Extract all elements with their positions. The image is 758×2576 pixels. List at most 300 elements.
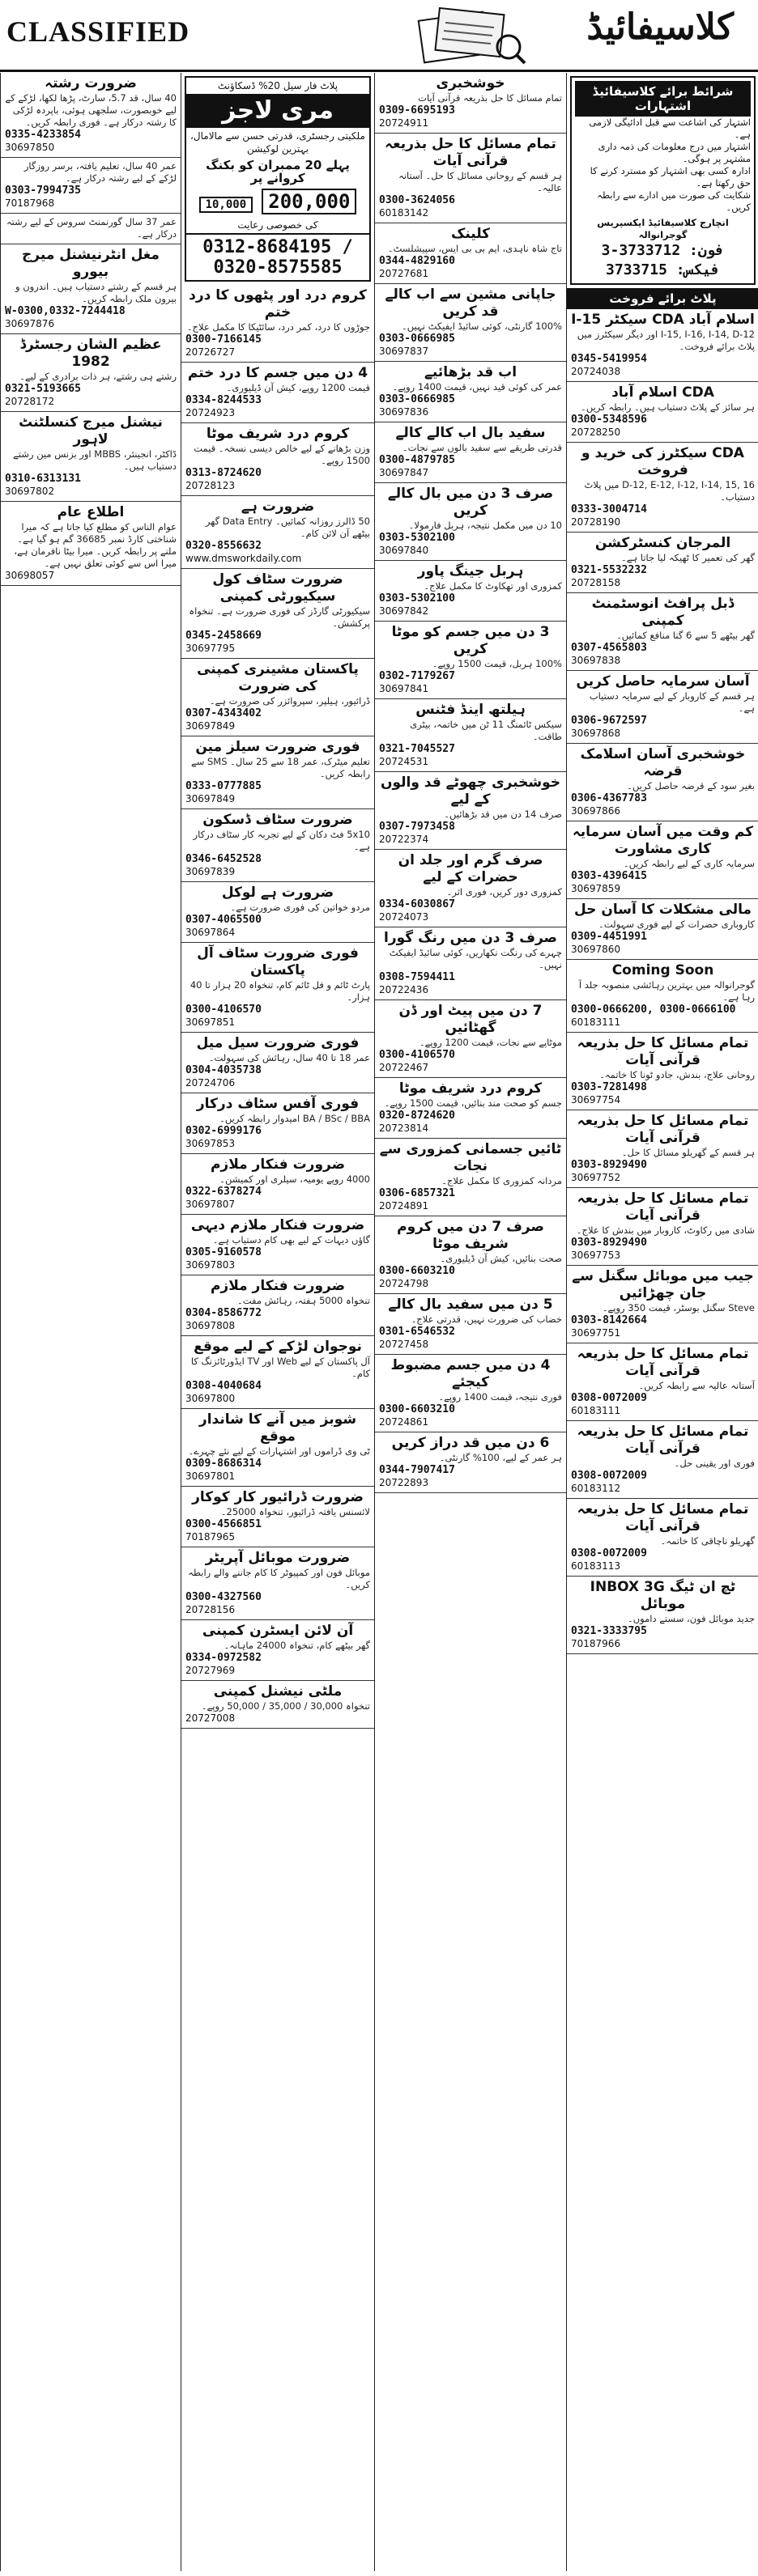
ad-heading: کروم درد شریف موٹا bbox=[398, 1080, 543, 1097]
ad-heading: ضرورت موبائل آپریٹر bbox=[205, 1550, 351, 1566]
classified-ad bbox=[181, 423, 374, 496]
terms-item: شکایت کی صورت میں ادارے سے رابطہ کریں۔ bbox=[597, 189, 751, 213]
ad-body: گھر بیٹھے 5 سے 6 گنا منافع کمائیں۔ bbox=[616, 630, 755, 641]
classified-ad bbox=[375, 362, 566, 422]
ad-heading: مالی مشکلات کا آسان حل bbox=[574, 902, 752, 918]
ad-phone: 0345-2458669 bbox=[185, 630, 262, 642]
ad-body: ہر قسم کے گھریلو مسائل کا حل۔ bbox=[621, 1147, 755, 1158]
classified-ad bbox=[567, 1577, 758, 1654]
ad-body: بغیر سود کے قرضہ حاصل کریں۔ bbox=[627, 780, 755, 791]
ad-code: 30697859 bbox=[571, 883, 621, 894]
ad-body: آستانہ عالیہ سے رابطہ کریں۔ bbox=[638, 1380, 755, 1391]
column-property bbox=[566, 73, 758, 2571]
classified-ad bbox=[181, 659, 374, 736]
ad-heading: جیب میں موبائل سگنل سے جان چھڑائیں bbox=[572, 1268, 754, 1301]
murree-line1: ملکیتی رجسٹری، قدرتی حسن سے مالامال، بہترین لوکیشن bbox=[190, 130, 365, 155]
ad-phone: 0334-8244533 bbox=[185, 394, 262, 406]
ad-body: گوجرانوالہ میں بہترین رہائشی منصوبہ جلد آ رہا ہے۔ bbox=[578, 979, 755, 1003]
classified-ad bbox=[375, 1078, 566, 1139]
ad-phone: 0300-4106570 bbox=[379, 1049, 455, 1061]
classified-ad bbox=[567, 382, 758, 443]
ad-code: 30697841 bbox=[379, 683, 429, 694]
classified-ad bbox=[1, 73, 181, 158]
ad-heading: تمام مسائل کا حل بذریعہ قرآنی آیات bbox=[577, 1190, 749, 1224]
masthead-title-en: CLASSIFIED bbox=[6, 15, 190, 48]
ad-heading: تمام مسائل کا حل بذریعہ قرآنی آیات bbox=[577, 1424, 749, 1457]
ad-phone: 0307-4343402 bbox=[185, 707, 262, 719]
ad-body: تنخواہ 5000 ہفتہ، رہائش مفت۔ bbox=[236, 1295, 370, 1306]
murree-lodges-ad bbox=[185, 76, 371, 282]
ad-heading: ضرورت فنکار ملازم bbox=[210, 1156, 346, 1173]
ad-phone: 0306-4367783 bbox=[571, 792, 647, 804]
ad-body: سیکیورٹی گارڈز کی فوری ضرورت ہے۔ تنخواہ پرکشش۔ bbox=[189, 605, 370, 629]
ad-code: 30697807 bbox=[185, 1199, 236, 1210]
ad-code: 30697849 bbox=[185, 793, 236, 804]
ad-body: ہر قسم کے روحانی مسائل کا حل۔ آستانہ عالیہ۔ bbox=[398, 170, 562, 193]
classified-ad bbox=[181, 1275, 374, 1336]
classified-ad bbox=[181, 285, 374, 363]
classified-ad bbox=[375, 1000, 566, 1078]
murree-price-tag: 10,000 bbox=[199, 197, 253, 213]
classified-ad bbox=[181, 1336, 374, 1409]
ad-code: 20724038 bbox=[571, 366, 621, 377]
ad-code: 30697876 bbox=[5, 318, 55, 329]
classified-ad bbox=[181, 496, 374, 569]
ad-code: 30697800 bbox=[185, 1393, 236, 1404]
classified-ad bbox=[567, 309, 758, 382]
murree-line2: پہلے 20 ممبران کو بکنگ کروانے پر bbox=[206, 158, 350, 185]
ad-phone: 0300-4327560 bbox=[185, 1591, 262, 1603]
ad-phone: 0308-0072009 bbox=[571, 1547, 647, 1560]
ad-code: 30697851 bbox=[185, 1016, 236, 1028]
ad-heading: 7 دن میں پیٹ اور ڈن گھٹائیں bbox=[398, 1003, 543, 1036]
ad-body: شادی میں رکاوٹ، کاروبار میں بندش کا علاج۔ bbox=[576, 1224, 755, 1236]
ad-phone: 0300-5348596 bbox=[571, 414, 647, 426]
classified-ad bbox=[567, 744, 758, 821]
ad-phone: 0300-0666200, 0300-0666100 bbox=[571, 1004, 736, 1016]
ad-body: سرمایہ کاری کے لیے رابطہ کریں۔ bbox=[624, 858, 755, 869]
classified-ad bbox=[375, 699, 566, 772]
ad-code: 30697840 bbox=[379, 545, 429, 556]
ad-phone: 0300-6603210 bbox=[379, 1265, 455, 1277]
ad-code: 30697752 bbox=[571, 1172, 621, 1183]
ad-body: ہر سائز کے پلاٹ دستیاب ہیں۔ رابطہ کریں۔ bbox=[581, 401, 755, 413]
ad-phone: 0309-4451991 bbox=[571, 931, 647, 943]
ad-phone: 0300-4879785 bbox=[379, 454, 455, 466]
ad-code: 20728190 bbox=[571, 516, 621, 528]
murree-price: 200,000 bbox=[262, 189, 356, 214]
classified-ad bbox=[375, 134, 566, 223]
classified-ad bbox=[181, 882, 374, 943]
ad-code: 30697808 bbox=[185, 1320, 236, 1331]
ad-body: 100% گارنٹی، کوئی سائیڈ ایفیکٹ نہیں۔ bbox=[402, 320, 562, 332]
ad-body: عمر 18 تا 40 سال، رہائش کی سہولت۔ bbox=[208, 1052, 370, 1063]
ad-heading: ہیلتھ اینڈ فٹنس bbox=[415, 702, 526, 718]
ad-phone: 0321-3333795 bbox=[571, 1625, 647, 1637]
ad-code: 30697836 bbox=[379, 406, 429, 418]
ad-phone: 0303-5302100 bbox=[379, 592, 455, 605]
ad-heading: نیشنل میرج کنسلٹنٹ لاہور bbox=[19, 414, 163, 448]
ad-heading: سفید بال اب کالے کالے bbox=[395, 425, 546, 441]
classified-ad bbox=[567, 1110, 758, 1188]
ad-phone: 0309-6695193 bbox=[379, 104, 455, 117]
ad-code: 60183113 bbox=[571, 1560, 621, 1572]
classified-ad bbox=[1, 158, 181, 214]
ad-body: قدرتی طریقے سے سفید بالوں سے نجات۔ bbox=[402, 442, 562, 453]
ad-code: 30697838 bbox=[571, 655, 621, 666]
ad-heading: تمام مسائل کا حل بذریعہ قرآنی آیات bbox=[577, 1035, 749, 1068]
ad-phone: 0304-4035738 bbox=[185, 1064, 262, 1076]
ad-heading: فوری ضرورت سٹاف آل پاکستان bbox=[197, 945, 359, 978]
ad-body: جسم کو صحت مند بنائیں، قیمت 1500 روپے۔ bbox=[384, 1097, 562, 1109]
classified-ad bbox=[375, 483, 566, 561]
ad-phone: 0310-6313131 bbox=[5, 473, 81, 485]
ad-heading: صرف 3 دن میں رنگ گورا bbox=[384, 930, 557, 946]
ad-code: 30697837 bbox=[379, 346, 429, 357]
classified-ad bbox=[567, 1343, 758, 1421]
ad-phone: 0308-0072009 bbox=[571, 1392, 647, 1404]
ad-heading: ٹائیں جسمانی کمزوری سے نجات bbox=[379, 1141, 562, 1174]
ad-heading: تمام مسائل کا حل بذریعہ قرآنی آیات bbox=[577, 1113, 749, 1146]
ad-code: www.dmsworkdaily.com bbox=[185, 553, 302, 564]
masthead bbox=[0, 0, 758, 72]
ad-heading: صرف گرم اور جلد ان حضرات کے لیے bbox=[398, 852, 543, 885]
classified-ad bbox=[375, 772, 566, 850]
ad-code: 20727681 bbox=[379, 268, 429, 279]
classified-ad bbox=[567, 1499, 758, 1577]
ad-heading: ضرورت فنکار ملازم bbox=[210, 1278, 346, 1294]
ad-body: جدید موبائل فون، سستے داموں۔ bbox=[627, 1613, 755, 1624]
ad-code: 30697842 bbox=[379, 605, 429, 617]
ad-phone: 0303-7281498 bbox=[571, 1081, 647, 1093]
ad-phone: 0303-8929490 bbox=[571, 1159, 647, 1171]
ad-heading: المرجان کنسٹرکشن bbox=[594, 535, 731, 551]
ad-code: 20727458 bbox=[379, 1339, 429, 1350]
classified-ad bbox=[375, 73, 566, 134]
ad-heading: اطلاع عام bbox=[57, 504, 125, 520]
ad-heading: کم وقت میں آسان سرمایہ کاری مشاورت bbox=[572, 824, 754, 857]
ad-heading: ضرورت رشتہ bbox=[45, 75, 137, 91]
ad-heading: جاپانی مشین سے اب کالے قد کریں bbox=[385, 286, 556, 320]
ad-body: روحانی علاج، بندش، جادو ٹونا کا خاتمہ۔ bbox=[599, 1069, 755, 1080]
ad-body: عوام الناس کو مطلع کیا جاتا ہے کہ میرا شناختی کارڈ نمبر 36685 گم ہو گیا ہے۔ ملنے پر رابطہ کریں۔ میرا بیٹا نافرمان ہے، میرا اس سے کوئی تعلق نہیں ہے۔ bbox=[14, 521, 177, 569]
ad-body: ہر قسم کے رشتے دستیاب ہیں۔ اندرون و بیرون ملک رابطہ کریں۔ bbox=[15, 281, 177, 304]
column-health bbox=[374, 73, 566, 2571]
terms-item: اشتہار کی اشاعت سے قبل ادائیگی لازمی ہے۔ bbox=[589, 117, 751, 140]
ad-heading: خوشخبری bbox=[436, 75, 505, 91]
ad-phone: 0306-9672597 bbox=[571, 715, 647, 727]
ad-code: 20724861 bbox=[379, 1416, 429, 1428]
classified-ad bbox=[181, 809, 374, 882]
ad-phone: 0333-3004714 bbox=[571, 503, 647, 516]
ad-heading: 5 دن میں سفید بال کالے bbox=[388, 1296, 553, 1313]
ad-heading: ضرورت ہے bbox=[241, 499, 315, 515]
ad-body: D-12, E-12, I-12, I-14, 15, 16 میں پلاٹ دستیاب۔ bbox=[584, 479, 755, 503]
ad-heading: ضرورت ہے لوکل bbox=[221, 885, 334, 901]
ad-body: ڈرائیور، ہیلپر، سپروائزر کی ضرورت ہے۔ bbox=[209, 695, 370, 707]
terms-heading: شرائط برائے کلاسیفائیڈ اشتہارات bbox=[575, 81, 751, 117]
classified-ad bbox=[567, 1188, 758, 1266]
murree-line3: کی خصوصی رعایت bbox=[237, 219, 318, 231]
ad-heading: ڈبل پرافٹ انوسٹمنٹ کمپنی bbox=[591, 596, 735, 629]
ad-body: موبائل فون اور کمپیوٹر کا کام جاننے والے رابطہ کریں۔ bbox=[188, 1567, 370, 1590]
ad-phone: 0321-7045527 bbox=[379, 743, 455, 755]
terms-item: اشتہار میں درج معلومات کی ذمہ داری مشتہر پر ہوگی۔ bbox=[598, 141, 751, 164]
ad-body: تمام مسائل کا حل بذریعہ قرآنی آیات bbox=[418, 92, 562, 104]
ad-heading: صرف 3 دن میں بال کالے کریں bbox=[387, 486, 554, 519]
ad-phone: 0300-4566851 bbox=[185, 1518, 262, 1530]
ad-phone: 0321-5532232 bbox=[571, 564, 647, 576]
ad-phone: 0320-8556632 bbox=[185, 540, 262, 552]
ad-code: 20723814 bbox=[379, 1122, 429, 1134]
ad-body: تنخواہ 30,000 / 35,000 / 50,000 روپے۔ bbox=[201, 1700, 370, 1712]
ad-phone: 0300-4106570 bbox=[185, 1004, 262, 1016]
classified-ad bbox=[567, 960, 758, 1033]
ad-heading: خوشخبری چھوٹے قد والوں کے لیے bbox=[380, 774, 561, 808]
ad-body: رشتے ہی رشتے، ہر ذات برادری کے لیے۔ bbox=[19, 371, 177, 382]
ad-code: 70187968 bbox=[5, 197, 55, 209]
ad-body: گھر کی تعمیر کا ٹھیکہ لیا جاتا ہے۔ bbox=[620, 552, 755, 563]
ad-heading: عظیم الشان رجسٹرڈ 1982 bbox=[19, 337, 162, 370]
ad-heading: ضرورت سٹاف ڈسکون bbox=[202, 812, 353, 828]
ad-code: 20728123 bbox=[185, 480, 236, 491]
ad-body: پارٹ ٹائم و فل ٹائم کام، تنخواہ 20 ہزار تا 40 ہزار۔ bbox=[190, 979, 370, 1003]
ad-body: کمزوری اور تھکاوٹ کا مکمل علاج۔ bbox=[424, 580, 562, 592]
ad-phone: W-0300,0332-7244418 bbox=[5, 305, 126, 317]
ad-heading: شوبز میں آنے کا شاندار موقع bbox=[198, 1411, 357, 1445]
ad-code: 20724798 bbox=[379, 1278, 429, 1289]
ad-code: 30697849 bbox=[185, 720, 236, 732]
ad-heading: ٹچ ان ٹیگ INBOX 3G موبائل bbox=[590, 1579, 736, 1612]
ad-body: قیمت 1200 روپے، کیش آن ڈیلیوری۔ bbox=[226, 382, 370, 393]
ad-heading: تمام مسائل کا حل بذریعہ قرآنی آیات bbox=[577, 1346, 749, 1379]
ad-heading: 3 دن میں جسم کو موٹا کریں bbox=[391, 624, 550, 657]
classified-ad bbox=[1, 214, 181, 244]
ad-code: 20722893 bbox=[379, 1477, 429, 1488]
classified-ad bbox=[181, 1215, 374, 1275]
classified-ad bbox=[181, 363, 374, 423]
terms-item: ادارہ کسی بھی اشتہار کو مسترد کرنے کا حق رکھتا ہے۔ bbox=[590, 165, 751, 189]
ad-phone: 0346-6452528 bbox=[185, 853, 262, 865]
classified-ad bbox=[567, 593, 758, 671]
ad-body: صرف 14 دن میں قد بڑھائیں۔ bbox=[444, 808, 562, 820]
ad-code: 60183142 bbox=[379, 207, 429, 219]
ad-body: I-15, I-16, I-14, D-12 اور دیگر سیکٹرز میں پلاٹ برائے فروخت۔ bbox=[577, 329, 755, 352]
ad-heading: ضرورت سٹاف کول سیکیورٹی کمپنی bbox=[212, 571, 343, 605]
ad-phone: 0303-5302100 bbox=[379, 532, 455, 544]
ad-body: گاؤں دیہات کے لیے بھی کام دستیاب ہے۔ bbox=[212, 1234, 370, 1246]
ad-code: 30697795 bbox=[185, 643, 236, 654]
ad-code: 30697802 bbox=[5, 486, 55, 497]
ad-body: موٹاپے سے نجات، قیمت 1200 روپے۔ bbox=[419, 1037, 562, 1048]
classified-ad bbox=[567, 1421, 758, 1499]
ad-phone: 0303-7994735 bbox=[5, 185, 81, 197]
ad-body: ٹی وی ڈراموں اور اشتہارات کے لیے نئے چہرے۔ bbox=[188, 1445, 370, 1457]
ad-body: 10 دن میں مکمل نتیجہ، ہربل فارمولا۔ bbox=[408, 520, 562, 531]
classified-ad bbox=[375, 1216, 566, 1294]
ad-body: ڈاکٹر، انجینئر، MBBS اور بزنس مین رشتے دستیاب ہیں۔ bbox=[13, 448, 177, 472]
ad-heading: آسان سرمایہ حاصل کریں bbox=[576, 673, 750, 690]
ad-body: فوری نتیجہ، قیمت 1400 روپے۔ bbox=[438, 1391, 562, 1403]
ad-code: 20724073 bbox=[379, 911, 429, 923]
ad-heading: خوشخبری آسان اسلامک قرضہ bbox=[580, 746, 746, 779]
ad-heading: 4 دن میں جسم مضبوط کیجئے bbox=[390, 1357, 551, 1390]
ad-body: 40 سال، قد 5.7، سارٹ، پڑھا لکھا، لڑکے کے لیے خوبصورت، سلجھی ہوئی، باپردہ لڑکی کا رشتہ درکار ہے۔ فوری رابطہ کریں۔ bbox=[5, 92, 177, 128]
murree-top-line: پلاٹ فار سیل 20% ڈسکاؤنٹ bbox=[217, 80, 339, 91]
ad-heading: صرف 7 دن میں کروم شریف موٹا bbox=[397, 1219, 544, 1252]
ad-code: 60183111 bbox=[571, 1016, 621, 1028]
classified-ad bbox=[567, 821, 758, 899]
ad-body: ہر عمر کے لیے، 100% گارنٹی۔ bbox=[439, 1452, 562, 1463]
classified-ad bbox=[181, 1547, 374, 1620]
ad-body: مردو خواتین کی فوری ضرورت ہے۔ bbox=[230, 902, 370, 913]
ad-code: 20728156 bbox=[185, 1604, 236, 1615]
ad-phone: 0304-8586772 bbox=[185, 1307, 262, 1319]
ad-phone: 0301-6546532 bbox=[379, 1326, 455, 1338]
ad-code: 20724911 bbox=[379, 117, 429, 129]
ad-code: 30698057 bbox=[5, 570, 55, 581]
ad-code: 60183111 bbox=[571, 1405, 621, 1416]
ad-phone: 0307-4065500 bbox=[185, 914, 262, 926]
ad-body: سیکس ٹائمنگ 11 ٹن میں خاتمہ، بیٹری طاقت۔ bbox=[410, 719, 562, 742]
ad-code: 30697860 bbox=[571, 944, 621, 955]
classified-ad bbox=[375, 284, 566, 362]
classified-ad bbox=[1, 334, 181, 412]
classified-ad bbox=[567, 533, 758, 593]
ad-code: 30697754 bbox=[571, 1094, 621, 1106]
ad-code: 30697803 bbox=[185, 1259, 236, 1271]
terms-contact: انچارج کلاسیفائیڈ ایکسپریس گوجرانوالہ bbox=[597, 217, 729, 240]
ad-body: چہرے کی رنگت نکھاریں، کوئی سائیڈ ایفیکٹ نہیں۔ bbox=[389, 947, 562, 970]
ad-body: گھر بیٹھے کام، تنخواہ 24000 ماہانہ۔ bbox=[224, 1640, 370, 1651]
ad-phone: 0308-0072009 bbox=[571, 1470, 647, 1482]
ad-code: 20722374 bbox=[379, 834, 429, 845]
classified-ad bbox=[181, 1154, 374, 1215]
ad-phone: 0303-0666985 bbox=[379, 393, 455, 405]
classified-ad bbox=[375, 622, 566, 699]
ad-phone: 0303-8929490 bbox=[571, 1237, 647, 1249]
classified-ad bbox=[181, 1681, 374, 1729]
classified-ad bbox=[375, 561, 566, 622]
classified-ad bbox=[567, 671, 758, 744]
ad-heading: فوری ضرورت سیلز مین bbox=[195, 739, 360, 755]
column-jobs bbox=[181, 73, 374, 2571]
ad-heading: تمام مسائل کا حل بذریعہ قرآنی آیات bbox=[577, 1501, 749, 1534]
ad-code: 30697801 bbox=[185, 1470, 236, 1482]
ad-heading: اب قد بڑھائیے bbox=[424, 364, 517, 380]
ad-phone: 0320-8724620 bbox=[379, 1110, 455, 1122]
ad-body: Steve سگنل بوسٹر، قیمت 350 روپے۔ bbox=[602, 1302, 755, 1313]
ad-heading: کروم درد اور پٹھوں کا درد ختم bbox=[189, 287, 367, 320]
ad-code: 20722436 bbox=[379, 984, 429, 995]
ad-code: 20727008 bbox=[185, 1712, 236, 1724]
ad-heading: ملٹی نیشنل کمپنی bbox=[213, 1683, 343, 1700]
murree-phones: 0312-8684195 / 0320-8575585 bbox=[186, 233, 369, 280]
ad-phone: 0307-7973458 bbox=[379, 821, 455, 833]
terms-box bbox=[570, 76, 756, 285]
ad-code: 20722467 bbox=[379, 1062, 429, 1073]
ad-body: عمر 40 سال، تعلیم یافتہ، برسر روزگار لڑکے کے لیے رشتہ درکار ہے۔ bbox=[23, 160, 177, 184]
ad-code: 20728250 bbox=[571, 427, 621, 438]
ad-code: 20724891 bbox=[379, 1200, 429, 1212]
classified-ad bbox=[181, 1487, 374, 1547]
ad-heading: فوری آفس سٹاف درکار bbox=[196, 1096, 360, 1112]
ad-code: 20726727 bbox=[185, 346, 236, 358]
ad-body: 100% ہربل، قیمت 1500 روپے۔ bbox=[432, 658, 562, 669]
classified-ad bbox=[181, 943, 374, 1033]
ad-phone: 0344-4829160 bbox=[379, 255, 455, 267]
ad-heading: فوری ضرورت سیل میل bbox=[196, 1035, 360, 1051]
ad-phone: 0335-4233854 bbox=[5, 129, 81, 141]
terms-phone: فون: 3733712-3 bbox=[601, 242, 725, 259]
classified-ad bbox=[567, 1033, 758, 1110]
ad-heading: پاکستان مشینری کمپنی کی ضرورت bbox=[197, 661, 359, 694]
ad-body: آل پاکستان کے لیے Web اور TV ایڈورٹائزنگ کا کام۔ bbox=[190, 1356, 370, 1379]
ad-body: جوڑوں کا درد، کمر درد، سائٹیکا کا مکمل علاج۔ bbox=[186, 321, 370, 333]
ad-code: 20724923 bbox=[185, 407, 236, 418]
ad-phone: 0303-4396415 bbox=[571, 870, 647, 882]
ad-phone: 0333-0777885 bbox=[185, 780, 262, 792]
ad-phone: 0302-6999176 bbox=[185, 1125, 262, 1137]
ad-body: لائسنس یافتہ ڈرائیور، تنخواہ 25000۔ bbox=[220, 1506, 370, 1517]
ad-phone: 0300-3624056 bbox=[379, 194, 455, 206]
ad-code: 30697866 bbox=[571, 805, 621, 817]
column-matrimonial bbox=[0, 73, 181, 2571]
ad-heading: کروم درد شریف موٹا bbox=[206, 426, 350, 442]
classified-ad bbox=[567, 1266, 758, 1343]
ad-heading: اسلام آباد CDA سیکٹر I-15 bbox=[571, 312, 755, 328]
ad-phone: 0344-7907417 bbox=[379, 1464, 455, 1476]
ad-heading: نوجوان لڑکے کے لیے موقع bbox=[194, 1339, 362, 1355]
terms-fax: فیکس: 3733715 bbox=[606, 261, 720, 278]
ad-phone: 0313-8724620 bbox=[185, 467, 262, 479]
ad-code: 20728158 bbox=[571, 577, 621, 588]
ad-body: 50 ڈالرز روزانہ کمائیں۔ Data Entry گھر بیٹھے آن لائن کام۔ bbox=[205, 516, 370, 539]
ad-phone: 0303-0666985 bbox=[379, 333, 455, 345]
ad-heading: تمام مسائل کا حل بذریعہ قرآنی آیات bbox=[385, 136, 556, 169]
ad-code: 30697853 bbox=[185, 1138, 236, 1149]
ad-phone: 0307-4565803 bbox=[571, 642, 647, 654]
ad-body: تاج شاہ ناہدی، ایم بی بی ایس، سپیشلسٹ۔ bbox=[387, 243, 562, 254]
classified-ad bbox=[375, 850, 566, 927]
newspaper-art-icon bbox=[405, 5, 526, 65]
ad-body: BA / BSc / BBA امیدوار رابطہ کریں۔ bbox=[219, 1113, 370, 1124]
ad-code: 30697751 bbox=[571, 1327, 621, 1339]
ad-code: 30697753 bbox=[571, 1250, 621, 1261]
ad-code: 20728172 bbox=[5, 396, 55, 407]
ad-body: 4000 روپے یومیہ، سیلری اور کمیشن۔ bbox=[219, 1173, 370, 1185]
ad-body: گھریلو ناچاقی کا خاتمہ۔ bbox=[660, 1535, 755, 1547]
classified-ad bbox=[375, 223, 566, 284]
ad-body: فوری اور یقینی حل۔ bbox=[674, 1458, 755, 1469]
ad-heading: مغل انٹرنیشنل میرج بیورو bbox=[22, 247, 160, 280]
classified-ad bbox=[181, 569, 374, 659]
ad-body: کاروباری حضرات کے لیے فوری سہولت۔ bbox=[598, 919, 755, 930]
section-heading-plots: پلاٹ برائے فروخت bbox=[567, 288, 758, 309]
classified-ad bbox=[375, 1139, 566, 1216]
ad-heading: ہربل جینگ پاور bbox=[417, 563, 524, 579]
ad-code: 30697850 bbox=[5, 142, 55, 153]
ad-body: خضاب کی ضرورت نہیں، قدرتی علاج۔ bbox=[411, 1313, 562, 1325]
ad-body: 5x10 فٹ دکان کے لیے تجربہ کار سٹاف درکار ہے۔ bbox=[193, 829, 370, 852]
ad-phone: 0334-6030867 bbox=[379, 898, 455, 910]
classified-ad bbox=[181, 1409, 374, 1487]
ad-code: 30697868 bbox=[571, 728, 621, 739]
ad-phone: 0322-6378274 bbox=[185, 1186, 262, 1198]
ad-phone: 0308-4040684 bbox=[185, 1380, 262, 1392]
ad-phone: 0308-7594411 bbox=[379, 971, 455, 983]
ad-heading: CDA سیکٹرز کی خرید و فروخت bbox=[581, 445, 744, 478]
